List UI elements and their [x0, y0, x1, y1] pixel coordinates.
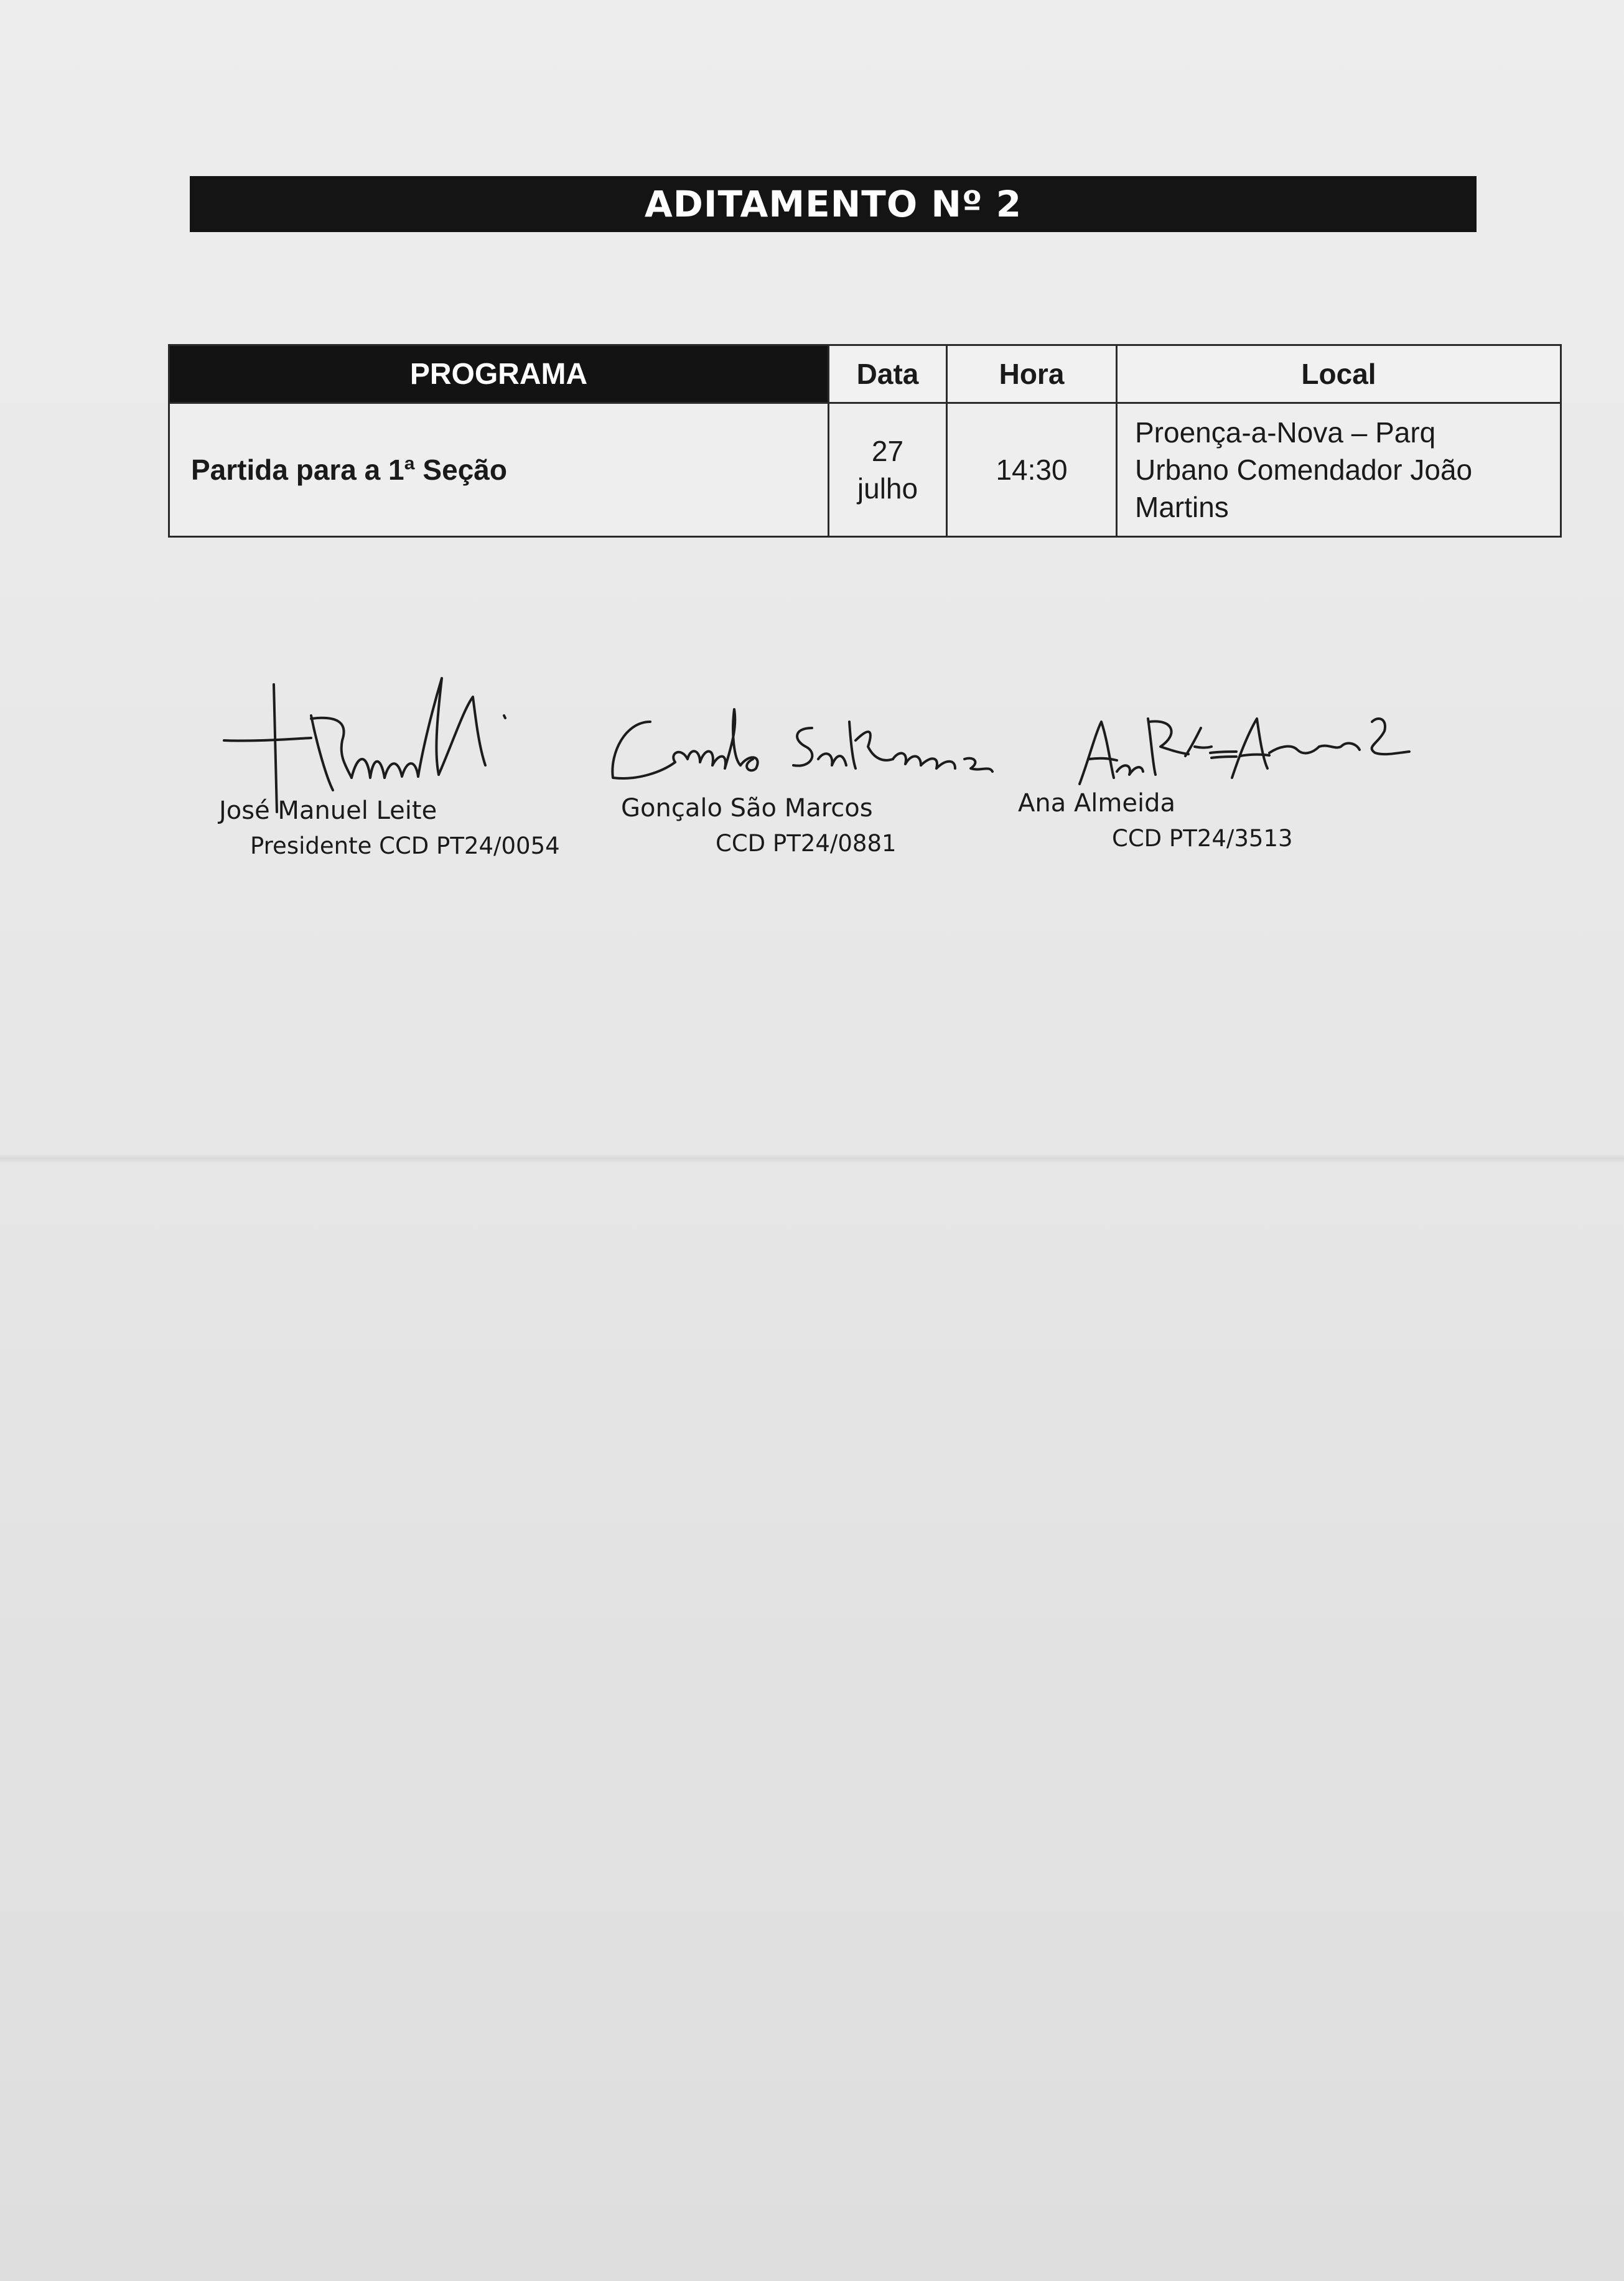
signatory-role-2: CCD PT24/0881 — [716, 830, 897, 857]
header-programa: PROGRAMA — [169, 345, 829, 403]
signatory-name-1: José Manuel Leite — [219, 796, 437, 825]
cell-local — [1117, 403, 1561, 537]
signature-goncalo-sao-marcos — [607, 703, 1005, 796]
cell-local-line-3: Martins — [1135, 491, 1229, 523]
signatory-role-3: CCD PT24/3513 — [1112, 825, 1293, 852]
header-data: Data — [829, 345, 947, 403]
header-local: Local — [1117, 345, 1561, 403]
header-hora: Hora — [947, 345, 1117, 403]
signature-jose-manuel-leite — [218, 672, 566, 815]
table-header-row — [169, 345, 1561, 403]
cell-programa: Partida para a 1ª Seção — [169, 403, 829, 537]
programa-table — [168, 344, 1562, 538]
cell-hora: 14:30 — [947, 403, 1117, 537]
table-row — [169, 403, 1561, 537]
signatory-role-1: Presidente CCD PT24/0054 — [250, 833, 560, 859]
signatory-name-2: Gonçalo São Marcos — [621, 794, 873, 823]
cell-local-line-1: Proença-a-Nova – Parq — [1135, 416, 1436, 449]
document-title: ADITAMENTO Nº 2 — [190, 176, 1477, 232]
cell-data-month: julho — [857, 472, 918, 505]
cell-local-line-2: Urbano Comendador João — [1135, 454, 1473, 486]
paper-fold-line — [0, 1154, 1624, 1163]
signatory-name-3: Ana Almeida — [1018, 789, 1176, 818]
cell-data-day: 27 — [871, 435, 904, 467]
signature-ana-almeida — [1073, 709, 1422, 790]
cell-data — [829, 403, 947, 537]
